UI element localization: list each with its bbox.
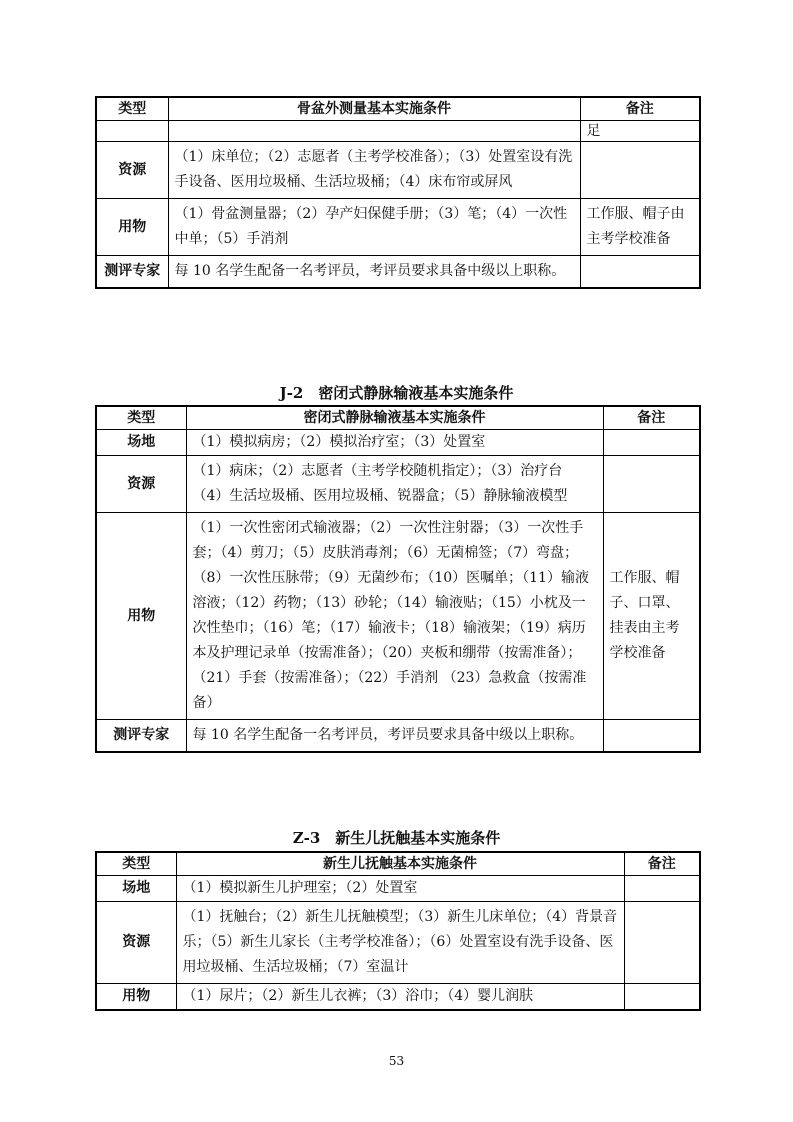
table-header-row <box>96 852 700 876</box>
row-category: 场地 <box>96 876 176 902</box>
row-content: （1）病床；（2）志愿者（主考学校随机指定）；（3）治疗台 （4）生活垃圾桶、医用垃圾桶、锐器盒；（5）静脉输液模型 <box>186 456 603 513</box>
table-pelvic-measurement <box>95 96 701 289</box>
table-row <box>96 513 700 720</box>
table-title-newborn-touch: Z-3 新生儿抚触基本实施条件 <box>292 829 501 847</box>
row-note <box>603 720 700 753</box>
row-note <box>624 902 700 984</box>
header-conditions: 新生儿抚触基本实施条件 <box>176 852 624 876</box>
table-row <box>96 199 700 256</box>
header-conditions: 密闭式静脉输液基本实施条件 <box>186 406 603 430</box>
header-notes: 备注 <box>603 406 700 430</box>
row-content: （1）骨盆测量器；（2）孕产妇保健手册；（3）笔；（4）一次性中单；（5）手消剂 <box>168 199 580 256</box>
row-category: 测评专家 <box>96 720 186 753</box>
row-note: 工作服、帽子、口罩、挂表由主考学校准备 <box>603 513 700 720</box>
header-type: 类型 <box>96 852 176 876</box>
table-row <box>96 256 700 289</box>
row-note: 工作服、帽子由主考学校准备 <box>580 199 700 256</box>
row-note <box>580 256 700 289</box>
table-header-row <box>96 406 700 430</box>
row-category: 资源 <box>96 456 186 513</box>
row-note <box>603 456 700 513</box>
table-header-row <box>96 97 700 121</box>
row-category: 场地 <box>96 430 186 456</box>
header-notes: 备注 <box>580 97 700 121</box>
row-content: （1）模拟新生儿护理室；（2）处置室 <box>176 876 624 902</box>
table-newborn-touch <box>95 851 701 1011</box>
row-content: （1）尿片；（2）新生儿衣裤；（3）浴巾；（4）婴儿润肤 <box>176 984 624 1011</box>
row-content: （1）床单位；（2）志愿者（主考学校准备）；（3）处置室设有洗手设备、医用垃圾桶、生活垃圾桶；（4）床布帘或屏风 <box>168 142 580 199</box>
row-content: （1）抚触台；（2）新生儿抚触模型；（3）新生儿床单位；（4）背景音乐；（5）新生儿家长（主考学校准备）；（6）处置室设有洗手设备、医用垃圾桶、生活垃圾桶；（7）室温计 <box>176 902 624 984</box>
row-note <box>624 876 700 902</box>
row-note <box>624 984 700 1011</box>
table-iv-infusion <box>95 405 701 753</box>
row-note: 足 <box>580 121 700 142</box>
table-row <box>96 456 700 513</box>
table-title-iv-infusion: J-2 密闭式静脉输液基本实施条件 <box>279 384 514 402</box>
table-row <box>96 720 700 753</box>
row-category <box>96 121 168 142</box>
row-category: 资源 <box>96 142 168 199</box>
header-notes: 备注 <box>624 852 700 876</box>
row-note <box>580 142 700 199</box>
table-row <box>96 430 700 456</box>
row-content: （1）模拟病房；（2）模拟治疗室；（3）处置室 <box>186 430 603 456</box>
row-content <box>168 121 580 142</box>
header-type: 类型 <box>96 406 186 430</box>
row-content: 每 10 名学生配备一名考评员，考评员要求具备中级以上职称。 <box>186 720 603 753</box>
row-content: （1）一次性密闭式输液器；（2）一次性注射器；（3）一次性手套；（4）剪刀；（5）皮肤消毒剂；（6）无菌棉签；（7）弯盘；（8）一次性压脉带；（9）无菌纱布；（10）医嘱单；（11）输液溶液；（12）药物；（13）砂轮；（14）输液贴；（15）小枕及一次性垫巾；（16）笔；（17）输液卡；（18）输液架；（19）病历本及护理记录单（按需准备）；（20）夹板和绷带（按需准备）；（21）手套（按需准备）；（22）手消剂 （23）急救盒（按需准备） <box>186 513 603 720</box>
header-type: 类型 <box>96 97 168 121</box>
table-row <box>96 121 700 142</box>
table-row <box>96 902 700 984</box>
row-category: 用物 <box>96 984 176 1011</box>
row-note <box>603 430 700 456</box>
page-number: 53 <box>388 1054 405 1068</box>
row-category: 资源 <box>96 902 176 984</box>
row-category: 测评专家 <box>96 256 168 289</box>
table-row <box>96 984 700 1011</box>
table-row <box>96 142 700 199</box>
row-category: 用物 <box>96 199 168 256</box>
table-row <box>96 876 700 902</box>
row-category: 用物 <box>96 513 186 720</box>
row-content: 每 10 名学生配备一名考评员，考评员要求具备中级以上职称。 <box>168 256 580 289</box>
header-conditions: 骨盆外测量基本实施条件 <box>168 97 580 121</box>
